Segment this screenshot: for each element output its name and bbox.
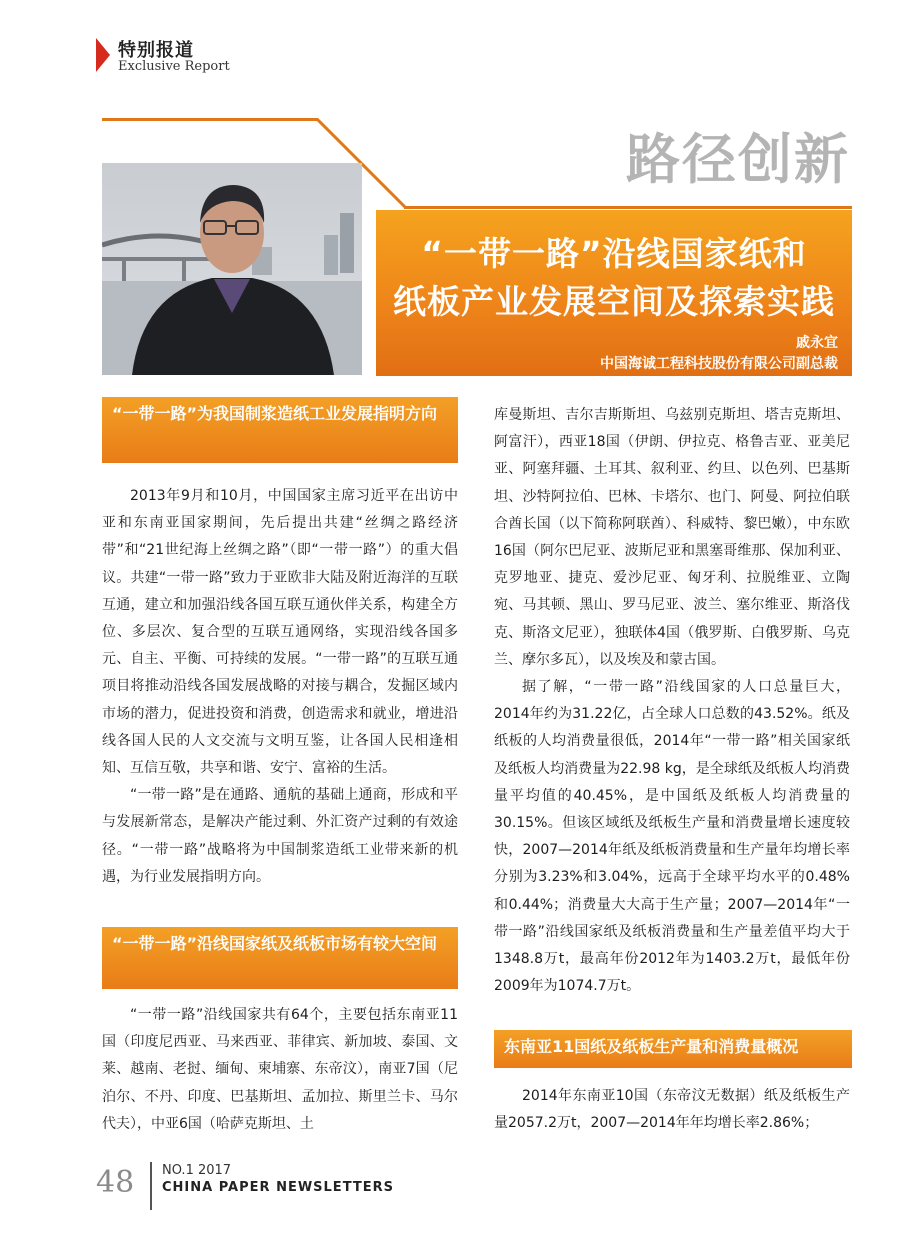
section-2-paragraph-1: “一带一路”沿线国家共有64个，主要包括东南亚11国（印度尼西亚、马来西亚、菲律宾、新加坡、泰国、文莱、越南、老挝、缅甸、柬埔寨、东帝汶），南亚7国（尼泊尔、不丹、印度、巴基斯坦、孟加拉、斯里兰卡、马尔代夫），中亚6国（哈萨克斯坦、土 [102,1007,458,1132]
article-title-line2: 纸板产业发展空间及探索实践 [393,282,835,321]
footer-divider [150,1162,152,1210]
section-2-paragraph-1-continued: 库曼斯坦、吉尔吉斯斯坦、乌兹别克斯坦、塔吉克斯坦、阿富汗），西亚18国（伊朗、伊拉克、格鲁吉亚、亚美尼亚、阿塞拜疆、土耳其、叙利亚、约旦、以色列、巴基斯坦、沙特阿拉伯、巴林、卡塔尔、也门、阿曼、阿拉伯联合酋长国（以下简称阿联酋）、科威特、黎巴嫩），中东欧16国（阿尔巴尼亚、波斯尼亚和黑塞哥维那、保加利亚、克罗地亚、捷克、爱沙尼亚、匈牙利、拉脱维亚、立陶宛、马其顿、黑山、罗马尼亚、波兰、塞尔维亚、斯洛伐克、斯洛文尼亚），独联体4国（俄罗斯、白俄罗斯、乌克兰、摩尔多瓦），以及埃及和蒙古国。 [494,407,850,668]
section-1-body [102,483,458,891]
section-3-body [494,1083,850,1137]
section-2-body-right [494,402,850,1000]
section-3-heading [494,1030,852,1068]
page-number: 48 [96,1165,135,1200]
author-photo [102,163,362,375]
publication-name: CHINA PAPER NEWSLETTERS [162,1180,394,1195]
category-heading: 路径创新 [626,128,850,191]
section-2-paragraph-2: 据了解，“一带一路”沿线国家的人口总量巨大，2014年约为31.22亿，占全球人口总数的43.52%。纸及纸板的人均消费量很低，2014年“一带一路”相关国家纸及纸板人均消费量为22.98 kg，是全球纸及纸板人均消费量平均值的40.45%，是中国纸及纸板人均消费量的30.15%。但该区域纸及纸板生产量和消费量增长速度较快，2007—2014年纸及纸板消费量和生产量年均增长率分别为3.23%和3.04%，远高于全球平均水平的0.48%和0.44%；消费量大大高于生产量；2007—2014年“一带一路”沿线国家纸及纸板消费量和生产量差值平均大于1348.8万t，最高年份2012年为1403.2万t，最低年份2009年为1074.7万t。 [494,679,850,995]
section-1-heading [102,397,458,463]
section-2-body-left [102,1002,458,1138]
section-3-heading-text: 东南亚11国纸及纸板生产量和消费量概况 [504,1037,799,1056]
article-title-block [376,210,852,376]
frame-line-mid-right [404,206,852,209]
article-title-line1: “一带一路”沿线国家纸和 [421,234,807,273]
section-1-paragraph-1: 2013年9月和10月，中国国家主席习近平在出访中亚和东南亚国家期间，先后提出共建“丝绸之路经济带”和“21世纪海上丝绸之路”（即“一带一路”）的重大倡议。共建“一带一路”致力于亚欧非大陆及附近海洋的互联互通，建立和加强沿线各国互联互通伙伴关系，构建全方位、多层次、复合型的互联互通网络，实现沿线各国多元、自主、平衡、可持续的发展。“一带一路”的互联互通项目将推动沿线各国发展战略的对接与耦合，发掘区域内市场的潜力，促进投资和消费，创造需求和就业，增进沿线各国人民的人文交流与文明互鉴，让各国人民相逢相知、互信互敬，共享和谐、安宁、富裕的生活。 [102,488,458,777]
frame-line-top-left [102,118,318,121]
section-title-cn: 特别报道 [118,40,194,61]
section-1-paragraph-2: “一带一路”是在通路、通航的基础上通商，形成和平与发展新常态，是解决产能过剩、外汇资产过剩的有效途径。“一带一路”战略将为中国制浆造纸工业带来新的机遇，为行业发展指明方向。 [102,787,458,885]
section-2-heading [102,927,458,989]
issue-number: NO.1 2017 [162,1163,232,1178]
section-1-heading-text: “一带一路”为我国制浆造纸工业发展指明方向 [112,404,438,423]
section-2-heading-text: “一带一路”沿线国家纸及纸板市场有较大空间 [112,934,438,953]
author-affiliation: 中国海诚工程科技股份有限公司副总裁 [600,356,838,372]
section-3-paragraph-1: 2014年东南亚10国（东帝汶无数据）纸及纸板生产量2057.2万t，2007—2014年年均增长率2.86%； [494,1088,850,1132]
section-chevron-icon [96,38,110,72]
section-title-en: Exclusive Report [118,59,230,74]
author-name: 戚永宜 [796,335,838,351]
